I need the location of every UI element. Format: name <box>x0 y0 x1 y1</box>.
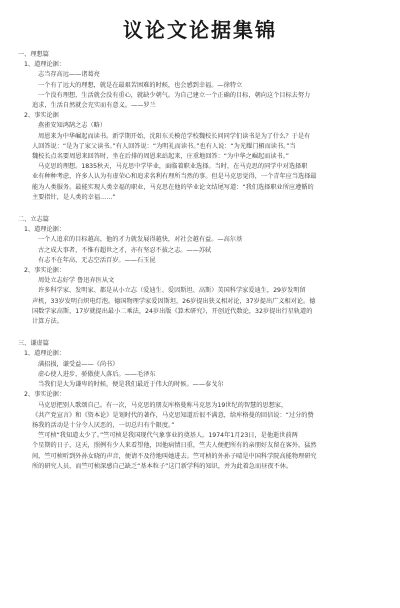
paragraph-line: 古之成大事者，不惟有超世之才，亦有坚忍不拔之志。——苏轼 <box>38 246 212 254</box>
section-modesty <box>18 339 390 472</box>
paragraph-line: 魏校长点名要周恩来回答时，坐在后排的周恩来站起来，庄重地回答：“为中华之崛起而读书。” <box>32 153 289 161</box>
paragraph-line: 一个没有理想，生活就会没有重心，就缺少朝气。为自己建立一个正确的目标，朝向这个目标去努力 <box>38 91 311 99</box>
paragraph-line: 一个人追求的目标越高，他的才力就发展得越快，对社会越有益。—高尔基 <box>38 236 243 244</box>
section-heading: 三、谦虚篇 <box>18 340 49 348</box>
group-label: 2、事实论据： <box>24 391 66 399</box>
paragraph-line: 周恩来为中华崛起而读书。新学期开始，沈阳东关模范学校魏校长问同学们读书是为了什么？于是有 <box>38 132 311 140</box>
paragraph-line: 声机，33岁发明白炽电灯泡。德国物理学家爱因斯坦，26岁提出狭义相对论，37岁提出广义相对论。德 <box>32 297 316 305</box>
paragraph-line: 虚心使人进步，骄傲使人落后。——毛泽东 <box>38 370 156 378</box>
paragraph-line: 当我们是大为谦卑的时候，便是我们最近于伟大的时候。——泰戈尔 <box>38 381 224 389</box>
paragraph-line: 所的研究人员，而竺可桢深感自己缺乏“基本粒子”这门新学科的知识，并为此着急而昼夜不休。 <box>32 462 293 470</box>
paragraph-line: 马克思的理想。1835秋天，马克思中学毕业，面临着职业选择。当时，在马克思的同学中对选择职 <box>38 163 308 171</box>
paragraph-line: 国数学家高斯，17岁就提出最小二乘法，24岁出版《算术研究》，开创近代数论，32岁提出行星轨道的 <box>32 307 313 315</box>
group-label: 1、道理论据： <box>24 226 66 234</box>
section-aspiration <box>18 215 390 327</box>
paragraph-line: 间，竺可桢听到外孙女晓的声音，便请不及待地叫她进去。竺可桢的外孙子晴是中国科学院高能物理研究 <box>32 452 317 460</box>
group-label: 2、事实论据 <box>24 112 59 120</box>
paragraph-line: 扬我的活动是十分令人厌恶的，一切总归有个限度。” <box>32 421 175 429</box>
paragraph-line: 个星期的日子，这天，照例有少人来看望他，因他病情日重，竺夫人便把所有的亲朋好友留在客外。猛然 <box>32 442 317 450</box>
paragraph-line: 业有种种考虑，许多人认为有虚荣心和追求名利有理所当然的事。但是马克思觉得，一个青年应当选择最 <box>32 173 317 181</box>
paragraph-line: 计算方法。 <box>32 318 63 326</box>
paragraph-line: 主要指针，是人类的幸福……” <box>32 193 116 201</box>
paragraph-line: 满招损，谦受益——《尚书》 <box>38 360 119 368</box>
paragraph-line: 志当存高远——诸葛亮 <box>38 71 100 79</box>
paragraph-line: 能为人类服务。最能实现人类幸福的职业，马克思在他的毕业论文结尾写道：“我们选择职业所应遵循的 <box>32 183 314 191</box>
paragraph-line: 有志不在年高，无志空活百岁。——石玉昆 <box>38 256 156 264</box>
group-label: 1、道理论据： <box>24 61 66 69</box>
paragraph-line: 追求，生活自然就会充实而有意义。——罗兰 <box>32 102 156 110</box>
paragraph-line: 一个有了远大的理想，就是在最艰苦困难的时候，也会感到幸福。—徐特立 <box>38 81 243 89</box>
document-body <box>18 50 390 472</box>
paragraph-line: 人回答说：“是为了家父读书。”有人回答说：“为明礼而读书。”也有人说：“为光耀门楣而读书。”当 <box>32 142 296 150</box>
section-heading: 二、立志篇 <box>18 216 49 224</box>
paragraph-line: 马克思把别人歌颂自己。有一次，马克思的朋友库格曼称马克思为19世纪的智慧的思想家， <box>38 401 288 409</box>
document-title: 议论文论据集锦 <box>123 18 277 42</box>
group-label: 1、道理论据： <box>24 350 66 358</box>
paragraph-line: 许多科学家、发明家、都是从小立志（爱迪生、爱因斯坦、高斯）美国科学家爱迪生，29岁发明留 <box>38 287 306 295</box>
section-heading: 一、理想篇 <box>18 51 49 58</box>
section-ideal <box>18 50 390 203</box>
group-label: 2、事实论据： <box>24 267 66 275</box>
paragraph-line: 《共产党宣言》和《资本论》是划时代的著作，马克思知道后很不满意，给库格曼的回信说：“过分的赞 <box>32 411 314 419</box>
paragraph-line: 周处立志好学 鲁迅弃医从文 <box>38 277 115 285</box>
paragraph-line: 竺可桢“我知道太少了。”竺可桢是我国现代气象事业的奠基人。1974年1月23日，是他逝世前两 <box>38 432 298 440</box>
paragraph-line: 燕雀安知鸿鹄之志（略） <box>38 122 107 130</box>
